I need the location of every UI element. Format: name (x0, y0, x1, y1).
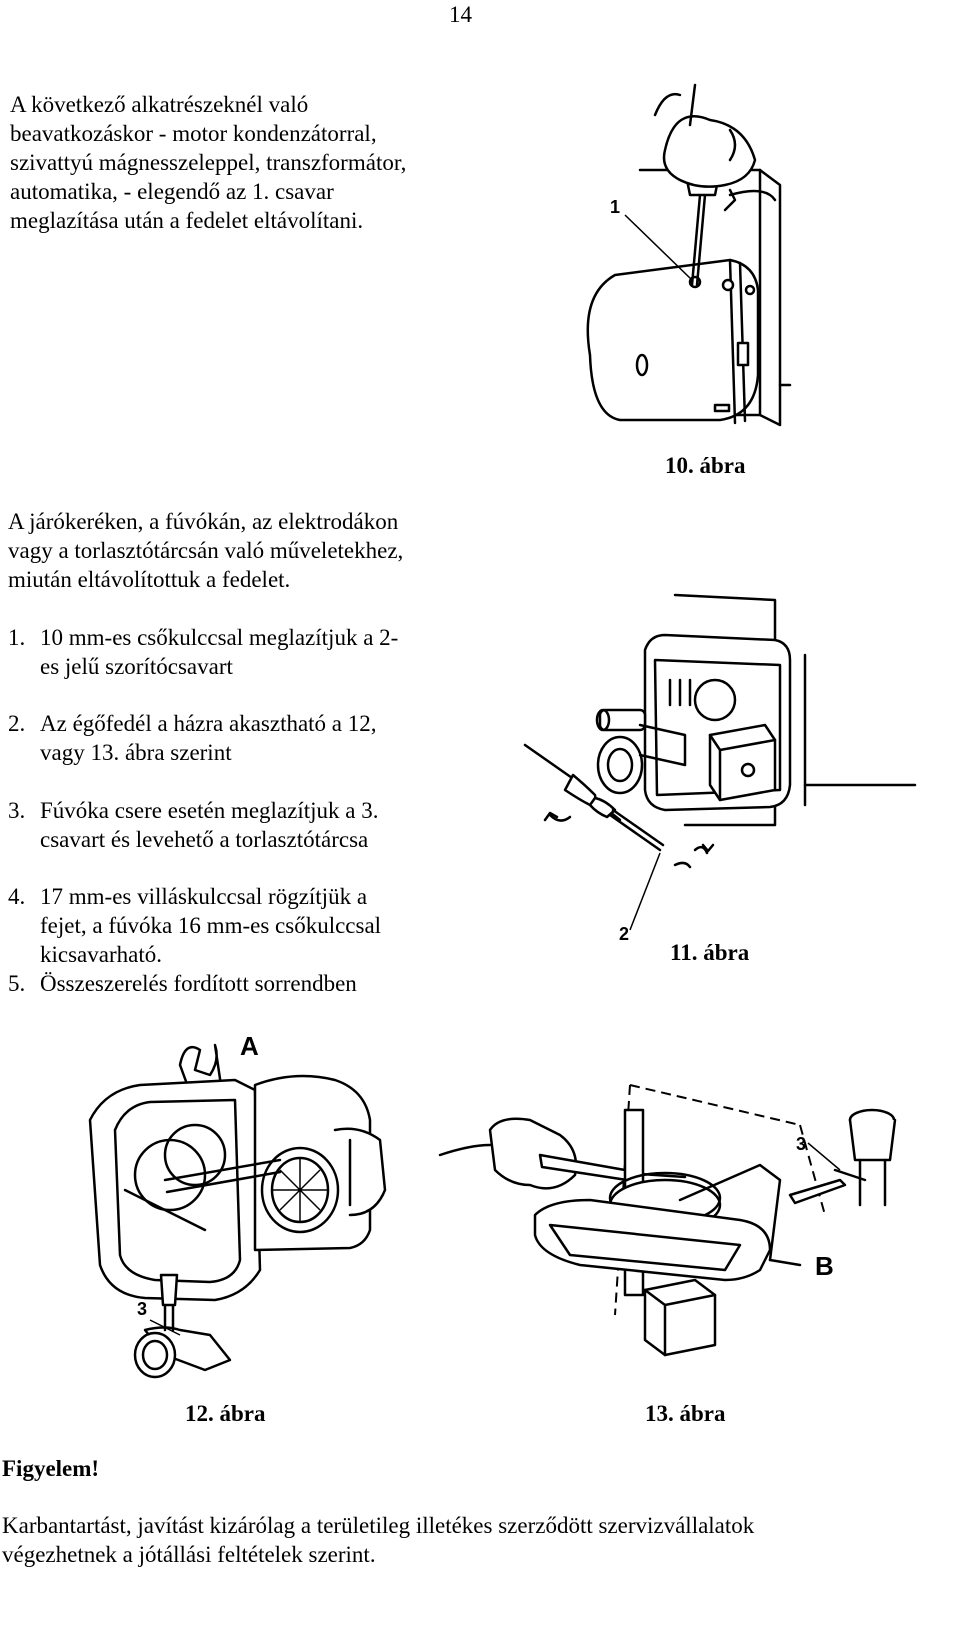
step-1-number: 1. (8, 625, 26, 650)
figure-13-callout-b: B (815, 1251, 834, 1281)
figure-13-caption: 13. ábra (645, 1401, 726, 1426)
figure-10-illustration (580, 85, 790, 445)
step-5-text: Összeszerelés fordított sorrendben (40, 971, 357, 996)
figure-11-illustration (535, 595, 895, 944)
notice-text: Karbantartást, javítást kizárólag a területileg illetékes szerződött szervizvállalatok végezhetnek a jótállási feltételek szerint. (2, 1513, 755, 1567)
figure-12-caption: 12. ábra (185, 1401, 266, 1426)
figure-12-callout-a: A (240, 1031, 259, 1061)
figure-10-caption: 10. ábra (665, 453, 746, 478)
figure-12-callout-3: 3 (137, 1299, 148, 1319)
step-3-text: Fúvóka csere esetén meglazítjuk a 3. csavart és levehető a torlasztótárcsa (40, 798, 379, 852)
figure-12-illustration (85, 1030, 415, 1390)
figure-11-caption: 11. ábra (670, 940, 750, 965)
figure-10-callout-1: 1 (610, 197, 621, 217)
notice-heading: Figyelem! (2, 1456, 100, 1481)
figure-13-callout-3: 3 (796, 1134, 807, 1154)
step-4-number: 4. (8, 884, 26, 909)
step-2-text: Az égőfedél a házra akasztható a 12, vagy 13. ábra szerint (40, 711, 377, 765)
step-4-text: 17 mm-es villáskulccsal rögzítjük a fejet, a fúvóka 16 mm-es csőkulccsal kicsavarható. (40, 884, 382, 967)
step-1-text: 10 mm-es csőkulccsal meglazítjuk a 2- es jelű szorítócsavart (40, 625, 399, 679)
step-3-number: 3. (8, 798, 26, 823)
step-2-number: 2. (8, 711, 26, 736)
figure-13-illustration (440, 1085, 910, 1395)
second-paragraph: A járókeréken, a fúvókán, az elektrodákon vagy a torlasztótárcsán való műveletekhez, miután eltávolítottuk a fedelet. (8, 509, 404, 592)
intro-paragraph: A következő alkatrészeknél való beavatkozáskor - motor kondenzátorral, szivattyú mágnesszeleppel, transzformátor, automatika, - elegendő az 1. csavar meglazítása után a fedelet eltávolítani. (10, 92, 407, 233)
step-3 (8, 796, 379, 854)
step-1 (8, 623, 398, 681)
step-5-number: 5. (8, 971, 26, 996)
step-2 (8, 709, 377, 767)
page-number: 14 (449, 2, 472, 27)
figure-11-callout-2: 2 (619, 924, 630, 944)
step-5 (8, 969, 357, 998)
step-4 (8, 882, 381, 969)
